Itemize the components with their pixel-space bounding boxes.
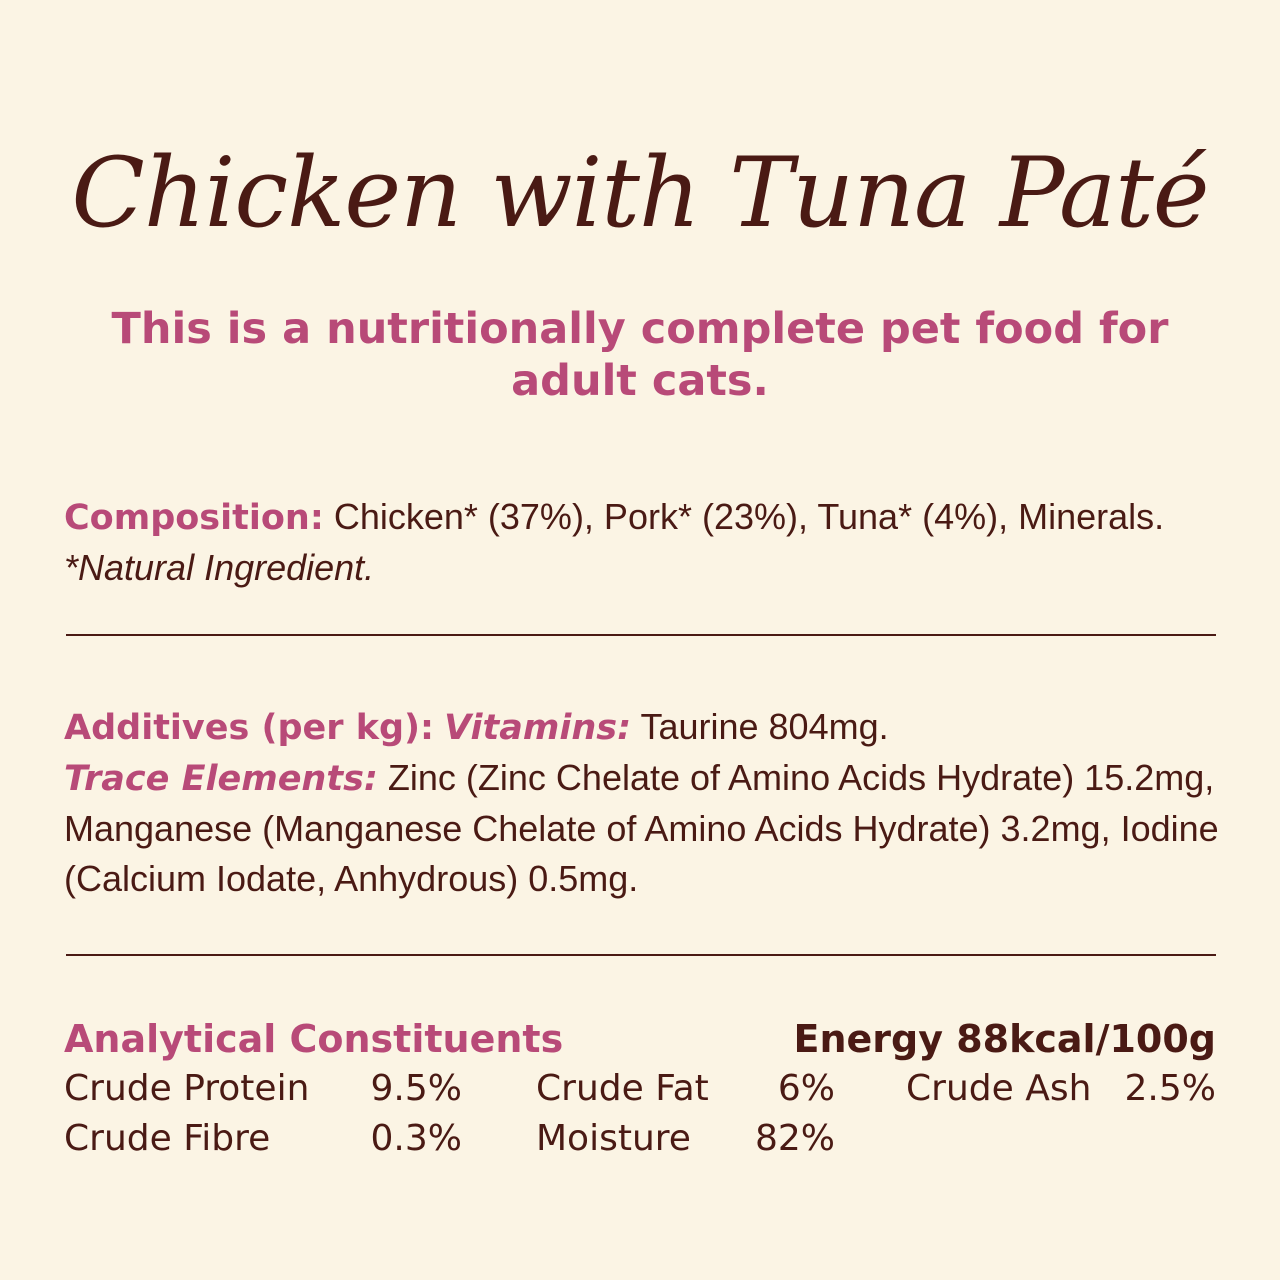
energy-value: Energy 88kcal/100g	[793, 1017, 1216, 1061]
analytical-header	[64, 1014, 1216, 1064]
constituent-value: 0.3%	[370, 1118, 462, 1159]
constituent-name: Moisture	[536, 1118, 691, 1159]
subtitle: This is a nutritionally complete pet food for adult cats.	[111, 304, 1169, 406]
constituent-name: Crude Fibre	[64, 1118, 271, 1159]
divider	[66, 954, 1216, 956]
constituent-name: Crude Ash	[906, 1068, 1092, 1109]
constituent-value: 2.5%	[1124, 1068, 1216, 1109]
constituent-value: 6%	[777, 1068, 835, 1109]
trace-elements-label: Trace Elements:	[64, 759, 378, 799]
constituent-value: 82%	[754, 1118, 835, 1159]
vitamins-text: Taurine 804mg.	[631, 706, 889, 747]
constituent-name: Crude Fat	[536, 1068, 709, 1109]
page-title: Chicken with Tuna Paté	[71, 137, 1209, 249]
divider	[66, 634, 1216, 636]
additives-section	[64, 702, 1224, 904]
analytical-title: Analytical Constituents	[64, 1017, 564, 1061]
vitamins-label: Vitamins:	[444, 708, 632, 748]
composition-section	[64, 492, 1224, 593]
composition-note: *Natural Ingredient.	[64, 547, 375, 588]
composition-label: Composition:	[64, 498, 324, 538]
additives-label: Additives (per kg):	[64, 708, 435, 748]
trace-elements-text: Zinc (Zinc Chelate of Amino Acids Hydrate) 15.2mg, Manganese (Manganese Chelate of Amino Acids Hydrate) 3.2mg, Iodine (Calcium Iodate, Anhydrous) 0.5mg.	[64, 757, 1219, 899]
constituent-name: Crude Protein	[64, 1068, 310, 1109]
composition-text: Chicken* (37%), Pork* (23%), Tuna* (4%), Minerals.	[323, 496, 1165, 537]
constituent-value: 9.5%	[370, 1068, 462, 1109]
